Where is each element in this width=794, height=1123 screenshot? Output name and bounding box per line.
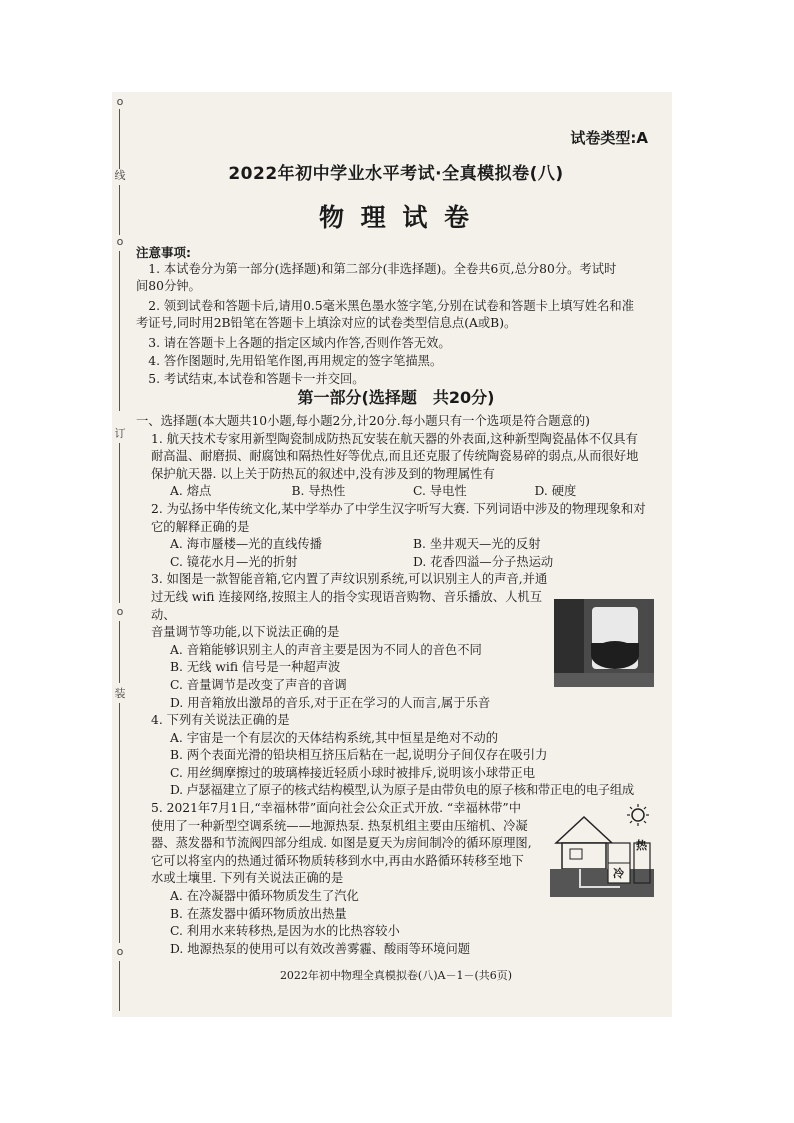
binding-mark: o xyxy=(116,945,124,958)
options-row xyxy=(136,483,656,501)
question-3: 3. 如图是一款智能音箱,它内置了声纹识别系统,可以识别主人的声音,并通 过无线 wifi 连接网络,按照主人的指令实现语音购物、音乐播放、人机互动、 音量调节等功能,以下说法正确的是 A. 音箱能够识别主人的声音主要是因为不同人的音色不同 B. 无线 wifi 信号是一种超声波 C. 音量调节是改变了声音的音调 D. 用音箱放出激昂的音乐,对于正在学习的人而言,属于乐音 xyxy=(136,571,656,712)
subject-title: 物 理 试 卷 xyxy=(318,203,474,232)
option-d: D. 用音箱放出激昂的音乐,对于正在学习的人而言,属于乐音 xyxy=(170,695,491,710)
option-a: A. 宇宙是一个有层次的天体结构系统,其中恒星是绝对不动的 xyxy=(170,730,499,745)
binding-mark: 线 xyxy=(114,169,126,182)
option-d: D. 花香四溢—分子热运动 xyxy=(413,554,554,569)
option-c: C. 利用水来转移热,是因为水的比热容较小 xyxy=(170,924,400,939)
option-c: C. 导电性 xyxy=(413,484,467,499)
binding-rule xyxy=(119,961,120,1011)
option-b: B. 坐井观天—光的反射 xyxy=(413,537,541,552)
paper-type-label: 试卷类型:A xyxy=(570,129,648,147)
binding-rule xyxy=(119,703,120,943)
binding-rule xyxy=(119,621,120,683)
hot-label: 热 xyxy=(636,839,647,852)
section-title: 第一部分(选择题 共20分) xyxy=(297,388,495,407)
options-row xyxy=(136,554,656,572)
section-heading: 一、选择题(本大题共10小题,每小题2分,计20分.每小题只有一个选项是符合题意的) xyxy=(136,414,590,428)
page-footer: 2022年初中物理全真模拟卷(八)A－1－(共6页) xyxy=(279,969,513,982)
binding-mark: o xyxy=(116,605,124,618)
option-a: A. 海市蜃楼—光的直线传播 xyxy=(170,537,322,552)
binding-rule xyxy=(119,185,120,235)
smart-speaker-icon xyxy=(554,599,654,687)
option-a: A. 在冷凝器中循环物质发生了汽化 xyxy=(170,889,359,904)
binding-rule xyxy=(119,443,120,603)
binding-mark: o xyxy=(116,95,124,108)
binding-line xyxy=(113,95,127,1015)
exam-page xyxy=(136,95,656,1000)
option-d: D. 卢瑟福建立了原子的核式结构模型,认为原子是由带负电的原子核和带正电的电子组成 xyxy=(170,783,634,798)
option-a: A. 音箱能够识别主人的声音主要是因为不同人的音色不同 xyxy=(170,642,482,657)
binding-mark: 订 xyxy=(114,427,126,440)
smart-speaker-image xyxy=(554,599,654,687)
notes-item: 4. 答作图题时,先用铅笔作图,再用规定的签字笔描黑。 xyxy=(148,354,443,368)
option-c: C. 音量调节是改变了声音的音调 xyxy=(170,677,347,692)
cold-label: 冷 xyxy=(613,867,624,880)
option-b: B. 两个表面光滑的铅块相互挤压后粘在一起,说明分子间仅存在吸引力 xyxy=(170,748,548,763)
binding-rule xyxy=(119,251,120,411)
exam-title: 2022年初中学业水平考试·全真模拟卷(八) xyxy=(228,164,564,184)
option-c: C. 用丝绸摩擦过的玻璃棒接近轻质小球时被排斥,说明该小球带正电 xyxy=(170,765,536,780)
notes-title: 注意事项: xyxy=(136,245,191,260)
question-5: 5. 2021年7月1日,“幸福林带”面向社会公众正式开放. “幸福林带”中 使用了一种新型空调系统——地源热泵. 热泵机组主要由压缩机、冷凝 器、蒸发器和节流阀四部分组成. 如图是夏天为房间制冷的循环原理图, 它可以将室内的热通过循环物质转移到水中,再由水路循环转移至地下 水或土壤里. 下列有关说法正确的是 A. 在冷凝器中循环物质发生了汽化 B. 在蒸发器中循环物质放出热量 C. 利用水来转移热,是因为水的比热容较小 D. 地源热泵的使用可以有效改善雾霾、酸雨等环境问题 xyxy=(136,800,656,958)
notes-list xyxy=(136,261,656,391)
question-1: 1. 航天技术专家用新型陶瓷制成防热瓦安装在航天器的外表面,这种新型陶瓷晶体不仅具有 耐高温、耐磨损、耐腐蚀和隔热性好等优点,而且还克服了传统陶瓷易碎的弱点,从而很好地 保护航天器. 以上关于防热瓦的叙述中,没有涉及到的物理属性有 A. 熔点 B. 导热性 C. 导电性 D. 硬度 xyxy=(136,431,656,501)
heat-pump-diagram xyxy=(550,803,654,897)
option-b: B. 在蒸发器中循环物质放出热量 xyxy=(170,906,347,921)
options-row xyxy=(136,536,656,554)
binding-rule xyxy=(119,109,120,169)
option-a: A. 熔点 xyxy=(170,484,212,499)
option-b: B. 导热性 xyxy=(291,484,346,499)
binding-mark: 装 xyxy=(114,687,126,700)
question-2: 2. 为弘扬中华传统文化,某中学举办了中学生汉字听写大赛. 下列词语中涉及的物理现象和对 它的解释正确的是 A. 海市蜃楼—光的直线传播 B. 坐井观天—光的反射 C. 镜花水月—光的折射 D. 花香四溢—分子热运动 xyxy=(136,501,656,571)
notes-item: 2. 领到试卷和答题卡后,请用0.5毫米黑色墨水签字笔,分别在试卷和答题卡上填写姓名和准 考证号,同时用2B铅笔在答题卡上填涂对应的试卷类型信息点(A或B)。 xyxy=(136,299,634,330)
option-d: D. 硬度 xyxy=(534,484,577,499)
notes-item: 3. 请在答题卡上各题的指定区域内作答,否则作答无效。 xyxy=(148,336,451,350)
binding-mark: o xyxy=(116,235,124,248)
notes-item: 5. 考试结束,本试卷和答题卡一并交回。 xyxy=(148,372,365,386)
notes-item: 1. 本试卷分为第一部分(选择题)和第二部分(非选择题)。全卷共6页,总分80分。考试时 间80分钟。 xyxy=(136,262,617,293)
question-4: 4. 下列有关说法正确的是 A. 宇宙是一个有层次的天体结构系统,其中恒星是绝对不动的 B. 两个表面光滑的铅块相互挤压后粘在一起,说明分子间仅存在吸引力 C. 用丝绸摩擦过的玻璃棒接近轻质小球时被排斥,说明该小球带正电 D. 卢瑟福建立了原子的核式结构模型,认为原子是由带负电的原子核和带正电的电子组成 xyxy=(136,712,656,800)
option-c: C. 镜花水月—光的折射 xyxy=(170,554,298,569)
option-b: B. 无线 wifi 信号是一种超声波 xyxy=(170,660,341,675)
option-d: D. 地源热泵的使用可以有效改善雾霾、酸雨等环境问题 xyxy=(170,941,471,956)
